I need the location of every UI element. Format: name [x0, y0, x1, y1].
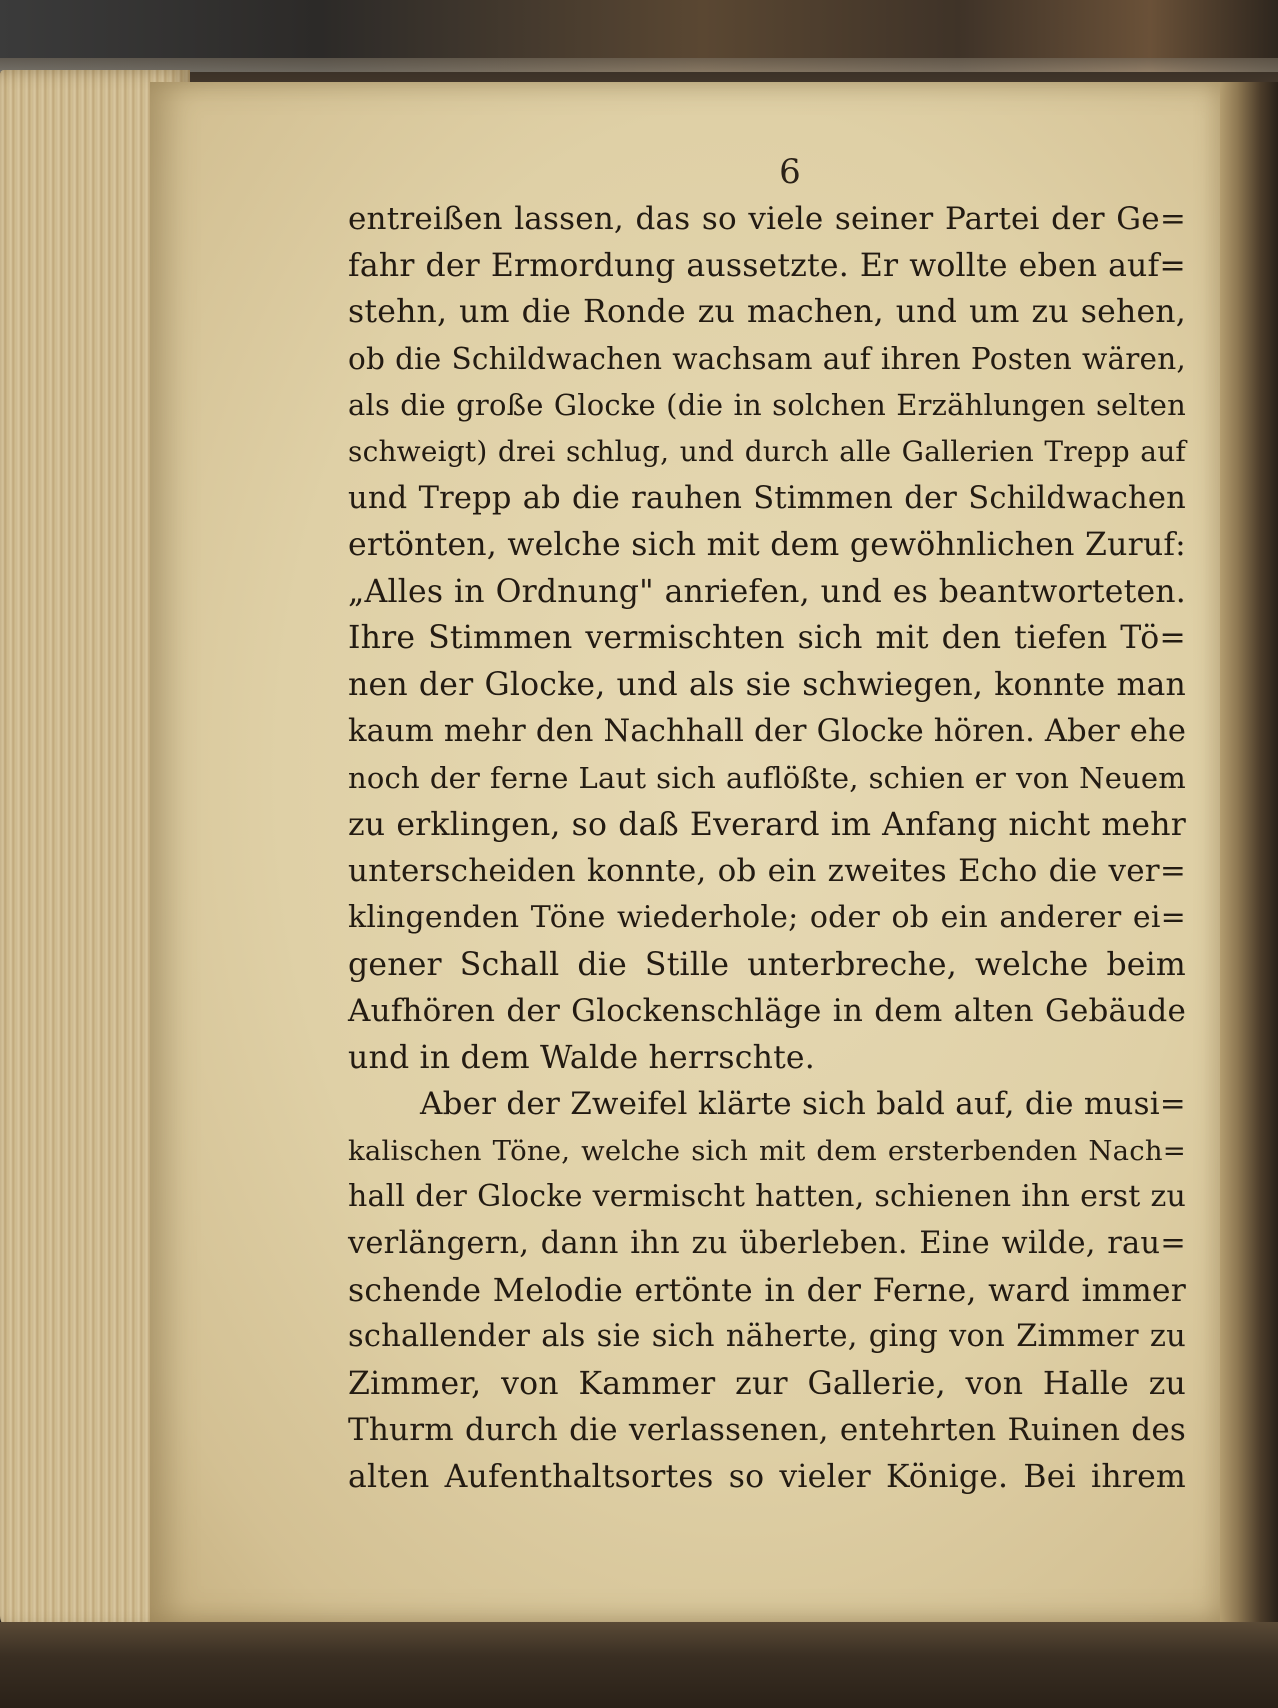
- page-number: 6: [779, 152, 801, 192]
- text-line: entreißen lassen, das so viele seiner Partei der Ge=: [348, 201, 1186, 237]
- text-line: verlängern, dann ihn zu überleben. Eine wilde, rau=: [348, 1226, 1186, 1262]
- text-line: und Trepp ab die rauhen Stimmen der Schildwachen: [348, 480, 1186, 516]
- text-line: kaum mehr den Nachhall der Glocke hören. Aber ehe: [348, 713, 1187, 749]
- text-line: als die große Glocke (die in solchen Erzählungen selten: [348, 388, 1186, 423]
- text-line: stehn, um die Ronde zu machen, und um zu sehen,: [348, 294, 1186, 331]
- text-line: Zimmer, von Kammer zur Gallerie, von Halle zu: [348, 1365, 1186, 1402]
- text-line: klingenden Töne wiederhole; oder ob ein anderer ei=: [348, 899, 1186, 935]
- text-line: nen der Glocke, und als sie schwiegen, konnte man: [348, 666, 1186, 703]
- text-line: zu erklingen, so daß Everard im Anfang nicht mehr: [348, 806, 1186, 843]
- text-line: Thurm durch die verlassenen, entehrten Ruinen des: [348, 1412, 1186, 1449]
- page-gutter-right: [1220, 82, 1278, 1622]
- text-line: schende Melodie ertönte in der Ferne, ward immer: [348, 1272, 1186, 1309]
- text-line: schallender als sie sich näherte, ging von Zimmer zu: [348, 1319, 1186, 1355]
- text-line: hall der Glocke vermischt hatten, schienen ihn erst zu: [348, 1179, 1186, 1215]
- text-line: und in dem Walde herrschte.: [348, 1039, 815, 1076]
- text-line: „Alles in Ordnung" anriefen, und es beantworteten.: [348, 573, 1186, 610]
- text-line: alten Aufenthaltsortes so vieler Könige. Bei ihrem: [348, 1459, 1186, 1496]
- text-line: noch der ferne Laut sich auflößte, schien er von Neuem: [348, 761, 1186, 796]
- text-line: gener Schall die Stille unterbreche, welche beim: [348, 946, 1186, 983]
- text-line: Aber der Zweifel klärte sich bald auf, die musi=: [420, 1086, 1186, 1123]
- book-binding: [0, 0, 1278, 72]
- text-line: schweigt) drei schlug, und durch alle Gallerien Trepp auf: [348, 434, 1186, 468]
- text-line: ertönten, welche sich mit dem gewöhnlichen Zuruf:: [348, 527, 1186, 564]
- text-line: unterscheiden konnte, ob ein zweites Echo die ver=: [348, 853, 1186, 890]
- text-line: fahr der Ermordung aussetzte. Er wollte eben auf=: [348, 247, 1186, 284]
- text-line: ob die Schildwachen wachsam auf ihren Posten wären,: [348, 341, 1186, 376]
- body-text: [348, 196, 1186, 1501]
- text-line: kalischen Töne, welche sich mit dem ersterbenden Nach=: [348, 1134, 1186, 1167]
- book-bottom-edge: [0, 1622, 1278, 1708]
- text-line: Ihre Stimmen vermischten sich mit den tiefen Tö=: [348, 620, 1186, 657]
- text-line: Aufhören der Glockenschläge in dem alten Gebäude: [348, 993, 1186, 1030]
